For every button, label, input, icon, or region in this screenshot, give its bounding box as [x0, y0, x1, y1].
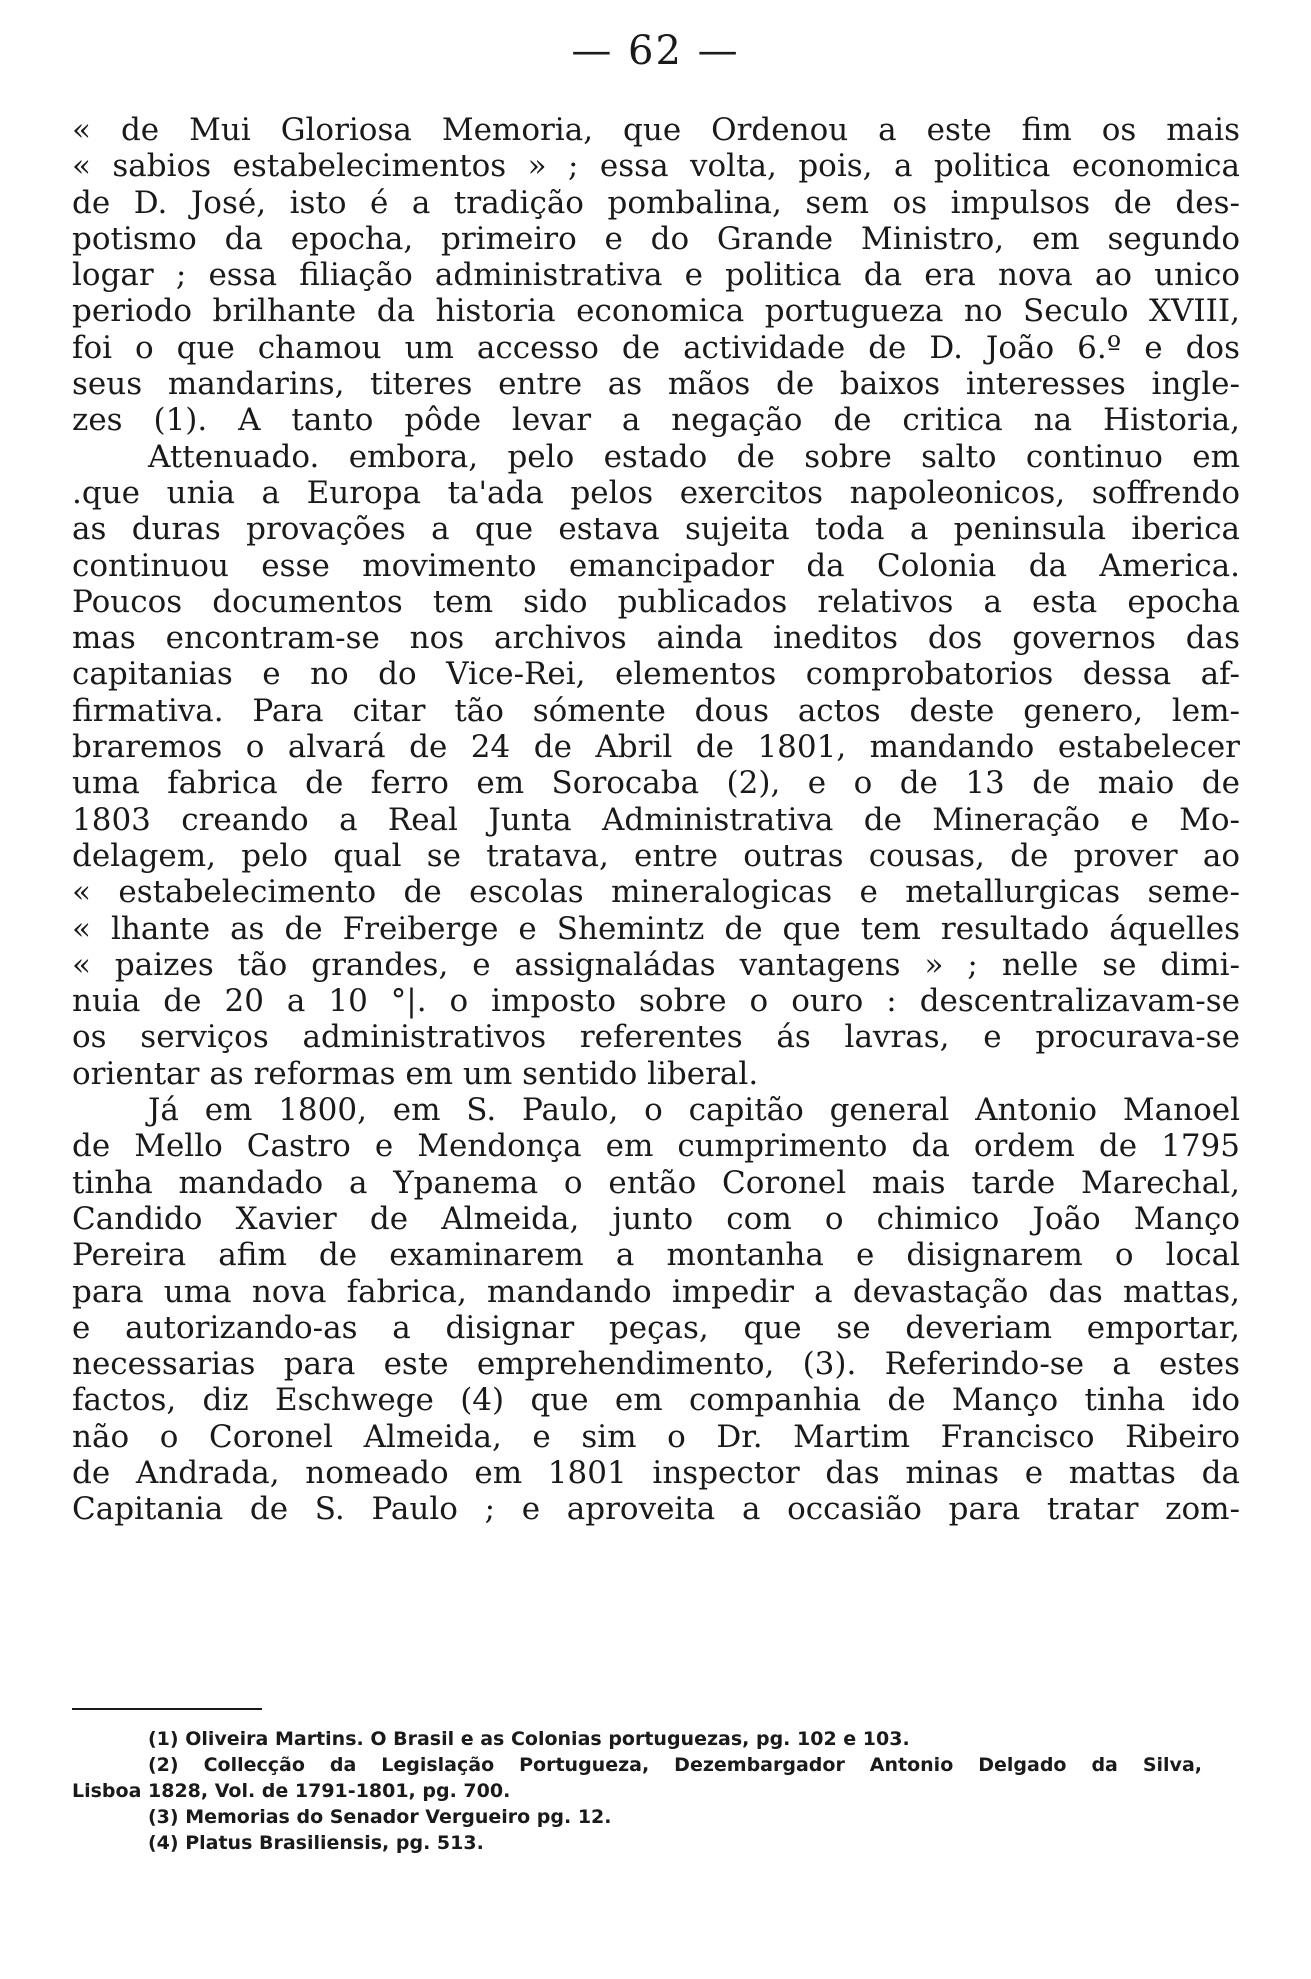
text-line: e autorizando-as a disignar peças, que se deveriam emportar,	[72, 1309, 1240, 1346]
footnote-line: (2) Collecção da Legislação Portugueza, Dezembargador Antonio Delgado da Silva,	[148, 1754, 1202, 1776]
text-line: para uma nova fabrica, mandando impedir a devastação das mattas,	[72, 1273, 1240, 1310]
text-line: não o Coronel Almeida, e sim o Dr. Martim Francisco Ribeiro	[72, 1418, 1240, 1455]
text-line: delagem, pelo qual se tratava, entre outras cousas, de prover ao	[72, 837, 1240, 874]
body-text	[72, 112, 1240, 1528]
text-line: continuou esse movimento emancipador da Colonia da America.	[72, 547, 1240, 584]
text-line: uma fabrica de ferro em Sorocaba (2), e o de 13 de maio de	[72, 765, 1240, 802]
text-line: zes (1). A tanto pôde levar a negação de critica na Historia,	[72, 402, 1240, 439]
text-line: .que unia a Europa ta'ada pelos exercitos napoleonicos, soffrendo	[72, 474, 1240, 511]
text-line: tinha mandado a Ypanema o então Coronel mais tarde Marechal,	[72, 1164, 1240, 1201]
text-line: braremos o alvará de 24 de Abril de 1801, mandando estabelecer	[72, 729, 1240, 766]
text-line: orientar as reformas em um sentido liberal.	[72, 1055, 759, 1092]
text-line: Capitania de S. Paulo ; e aproveita a occasião para tratar zom-	[72, 1491, 1240, 1528]
text-line: de D. José, isto é a tradição pombalina, sem os impulsos de des-	[72, 184, 1240, 221]
footnote-line: (4) Platus Brasiliensis, pg. 513.	[148, 1832, 484, 1854]
text-line: Poucos documentos tem sido publicados relativos a esta epocha	[72, 583, 1240, 620]
text-line: capitanias e no do Vice-Rei, elementos comprobatorios dessa af-	[72, 656, 1240, 693]
text-line: « lhante as de Freiberge e Shemintz de que tem resultado áquelles	[72, 910, 1240, 947]
text-line: necessarias para este emprehendimento, (3). Referindo-se a estes	[72, 1346, 1240, 1383]
text-line: firmativa. Para citar tão sómente dous actos deste genero, lem-	[72, 692, 1240, 729]
text-line: seus mandarins, titeres entre as mãos de baixos interesses ingle-	[72, 366, 1240, 403]
text-line: os serviços administrativos referentes ás lavras, e procurava-se	[72, 1019, 1240, 1056]
text-line: logar ; essa filiação administrativa e politica da era nova ao unico	[72, 257, 1240, 294]
footnote-line: (3) Memorias do Senador Vergueiro pg. 12.	[148, 1806, 612, 1828]
text-line: Já em 1800, em S. Paulo, o capitão general Antonio Manoel	[148, 1092, 1240, 1129]
text-line: de Mello Castro e Mendonça em cumprimento da ordem de 1795	[72, 1128, 1240, 1165]
text-line: Candido Xavier de Almeida, junto com o chimico João Manço	[72, 1200, 1240, 1237]
text-line: de Andrada, nomeado em 1801 inspector das minas e mattas da	[72, 1454, 1240, 1491]
page-number: — 62 —	[571, 28, 740, 74]
text-line: « estabelecimento de escolas mineralogicas e metallurgicas seme-	[72, 874, 1240, 911]
text-line: « paizes tão grandes, e assignaládas vantagens » ; nelle se dimi-	[72, 946, 1240, 983]
text-line: Attenuado. embora, pelo estado de sobre salto continuo em	[148, 438, 1240, 475]
text-line: as duras provações a que estava sujeita toda a peninsula iberica	[72, 511, 1240, 548]
text-line: periodo brilhante da historia economica portugueza no Seculo XVIII,	[72, 293, 1240, 330]
footnote-divider	[72, 1708, 262, 1710]
footnotes	[72, 1726, 1202, 1856]
text-line: Pereira afim de examinarem a montanha e disignarem o local	[72, 1237, 1240, 1274]
text-line: mas encontram-se nos archivos ainda ineditos dos governos das	[72, 620, 1240, 657]
text-line: foi o que chamou um accesso de actividade de D. João 6.º e dos	[72, 329, 1240, 366]
text-line: « sabios estabelecimentos » ; essa volta, pois, a politica economica	[72, 148, 1240, 185]
footnote-line: Lisboa 1828, Vol. de 1791-1801, pg. 700.	[72, 1780, 511, 1802]
text-line: « de Mui Gloriosa Memoria, que Ordenou a este fim os mais	[72, 112, 1240, 148]
text-line: 1803 creando a Real Junta Administrativa de Mineração e Mo-	[72, 801, 1240, 838]
text-line: factos, diz Eschwege (4) que em companhia de Manço tinha ido	[72, 1382, 1240, 1419]
footnote-line: (1) Oliveira Martins. O Brasil e as Colonias portuguezas, pg. 102 e 103.	[148, 1728, 910, 1750]
text-line: potismo da epocha, primeiro e do Grande Ministro, em segundo	[72, 220, 1240, 257]
text-line: nuia de 20 a 10 °|. o imposto sobre o ouro : descentralizavam-se	[72, 983, 1240, 1020]
